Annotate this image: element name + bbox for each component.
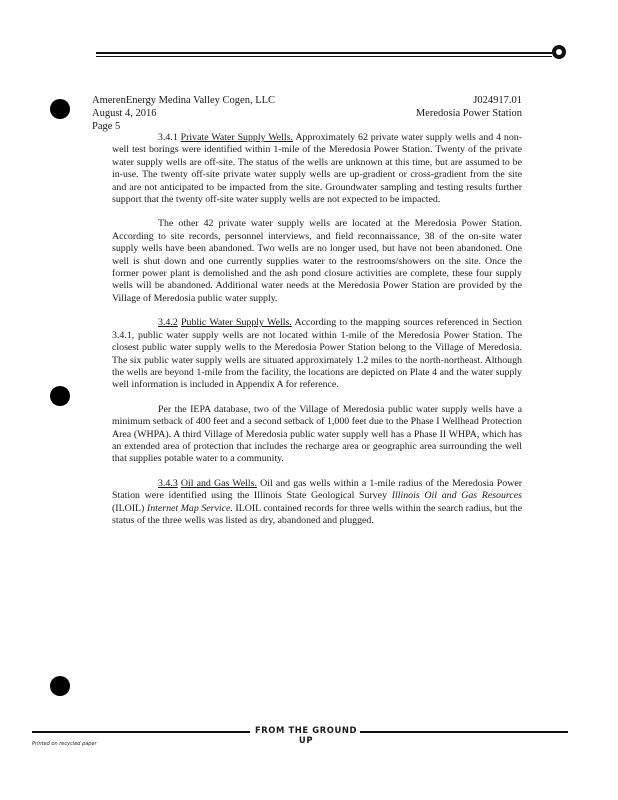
footer-rule <box>32 731 250 733</box>
section-heading: Oil and Gas Wells. <box>180 477 257 489</box>
page-number: Page 5 <box>92 121 121 132</box>
source-title: Illinois Oil and Gas Resources <box>391 490 523 502</box>
paragraph <box>112 132 522 206</box>
paragraph: The other 42 private water supply wells are located at the Meredosia Power Station. According to site records, personnel interviews, and field reconnaissance, 38 of the on-site water supply wells have been abandoned. Two wells are no longer used, but have not been abandoned. One well is shut down and one currently supplies water to the restrooms/showers on the site. Once the former power plant is demolished and the ash pond closure activities are complete, these four supply wells will be abandoned. Additional water needs at the Meredosia Power Station are provided by the Village of Meredosia public water supply. <box>112 218 522 304</box>
letter-header <box>92 94 522 133</box>
company-name: AmerenEnergy Medina Valley Cogen, LLC <box>92 95 276 106</box>
paragraph-text: (ILOIL) <box>112 502 145 514</box>
footer-tagline: FROM THE GROUND UP <box>254 725 358 745</box>
paragraph-text: ILOIL contained records for three wells within the search radius, but the status of the three wells was listed as dry, abandoned and plugged. <box>112 502 523 526</box>
paragraph-text: Oil and gas wells within a 1-mile radius of the Meredosia Power Station were identified using the Illinois State Geological Survey <box>112 477 523 502</box>
letter-date: August 4, 2016 <box>92 108 157 119</box>
section-number: 3.4.1 <box>158 132 178 143</box>
recycled-note: Printed on recycled paper <box>32 741 97 747</box>
section-number: 3.4.3 <box>158 477 178 489</box>
top-rule <box>96 52 552 54</box>
source-title: Internet Map Service. <box>146 502 233 514</box>
top-rule-thin <box>96 56 552 57</box>
punch-hole-icon <box>50 386 70 406</box>
paragraph <box>112 478 522 528</box>
section-number: 3.4.2 <box>158 317 178 329</box>
project-number: J024917.01 <box>473 95 522 106</box>
paragraph-text: Approximately 62 private water supply wells and 4 non-well test borings were identified within 1-mile of the Meredosia Power Station. Twenty of the private water supply wells are off-site. The status of the wells are unknown at this time, but are assumed to be in-use. The twenty off-site private water supply wells are up-gradient or cross-gradient from the site and are not anticipated to be impacted from the site. Groundwater sampling and testing results further support that the twenty off-site water supply wells are not expected to be impacted. <box>112 132 523 206</box>
punch-hole-icon <box>50 676 70 696</box>
logo-icon <box>552 45 566 59</box>
paragraph: Per the IEPA database, two of the Village of Meredosia public water supply wells have a minimum setback of 400 feet and a second setback of 1,000 feet due to the Phase I Wellhead Protection Area (WHPA). A third Village of Meredosia public water supply well has a Phase II WHPA, which has an extended area of protection that includes the recharge area or geographic area surrounding the well that supplies potable water to a community. <box>112 403 522 465</box>
paragraph <box>112 317 522 391</box>
site-name: Meredosia Power Station <box>415 108 522 119</box>
paragraph-text: According to the mapping sources referenced in Section 3.4.1, public water supply wells are not located within 1-mile of the Meredosia Power Station. The closest public water supply wells to the Meredosia Power Station belong to the Village of Meredosia. The six public water supply wells are situated approximately 1.2 miles to the north-northeast. Although the wells are beyond 1-mile from the facility, the locations are depicted on Plate 4 and the water supply well information is included in Appendix A for reference. <box>112 317 522 391</box>
footer-rule <box>360 731 568 733</box>
section-heading: Private Water Supply Wells. <box>180 132 293 143</box>
punch-hole-icon <box>50 99 70 119</box>
document-body <box>112 132 522 539</box>
section-heading: Public Water Supply Wells. <box>181 317 292 329</box>
